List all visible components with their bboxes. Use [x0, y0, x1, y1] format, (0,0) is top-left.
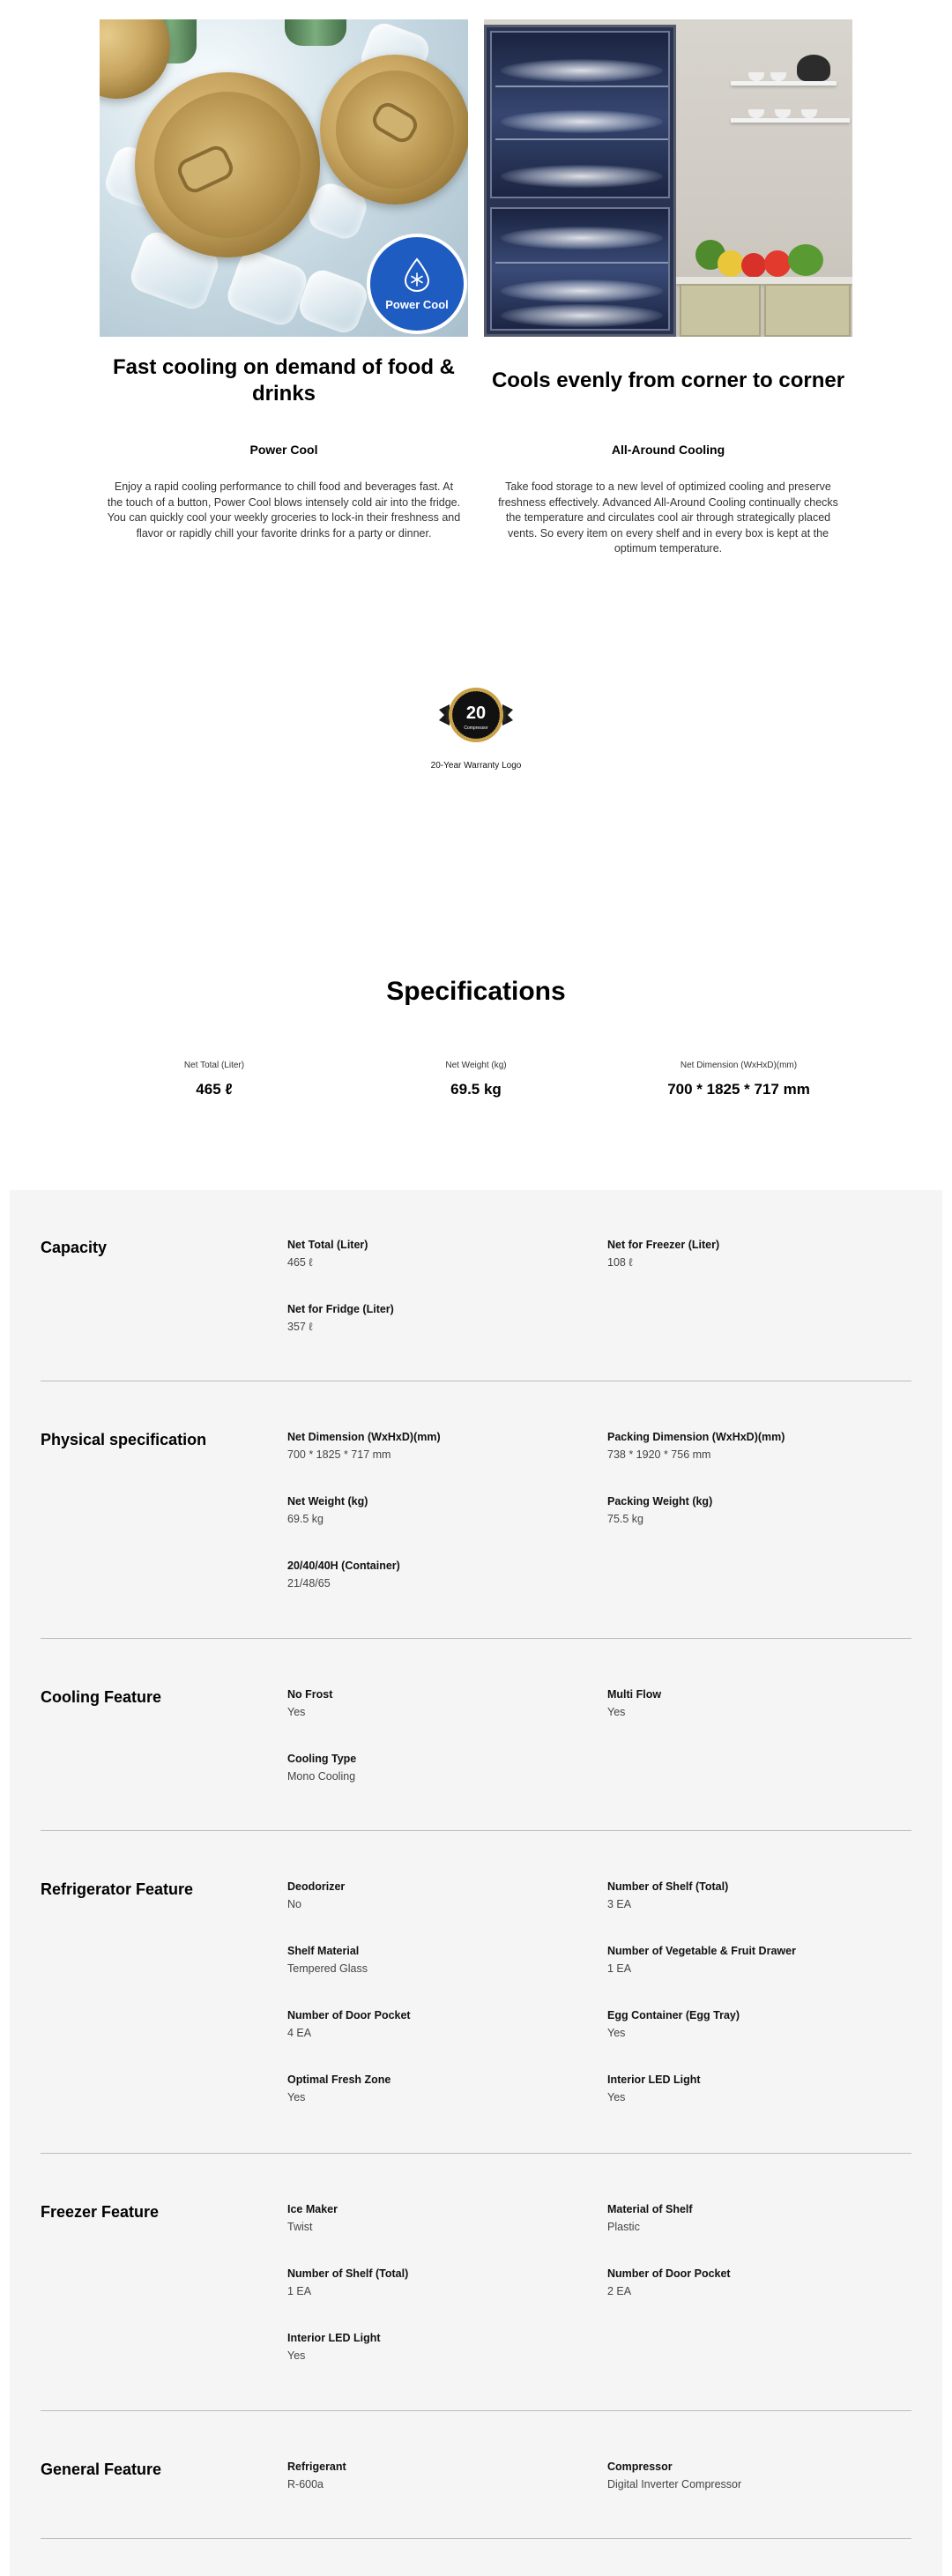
spec-label: Number of Vegetable & Fruit Drawer	[607, 1945, 796, 1957]
spec-label: Deodorizer	[287, 1880, 346, 1893]
spec-item	[607, 1945, 872, 1975]
warranty-caption: 20-Year Warranty Logo	[430, 761, 522, 771]
spec-section-heading: General Feature	[41, 2461, 162, 2478]
spec-label: Cooling Type	[287, 1753, 357, 1765]
warranty-block	[388, 683, 564, 771]
warranty-logo	[434, 683, 518, 747]
spec-item	[287, 1239, 552, 1269]
spec-item	[287, 2267, 552, 2297]
spec-item	[287, 2461, 552, 2490]
spec-item	[287, 2203, 552, 2233]
spec-label: Optimal Fresh Zone	[287, 2073, 391, 2086]
spec-item	[287, 1880, 552, 1910]
spec-label: Net Weight (kg)	[287, 1495, 368, 1508]
specifications-title: Specifications	[386, 977, 566, 1006]
all-around-cooling-image	[484, 19, 852, 337]
spec-label: No Frost	[287, 1688, 333, 1701]
fridge-illustration	[484, 25, 676, 337]
feature-subtitle: All-Around Cooling	[611, 443, 725, 457]
spec-value: Yes	[287, 1706, 306, 1718]
key-spec-label: Net Weight (kg)	[445, 1061, 507, 1070]
spec-item	[287, 1495, 552, 1525]
power-cool-image	[100, 19, 468, 337]
spec-value: 108 ℓ	[607, 1256, 633, 1269]
spec-item	[607, 2009, 872, 2039]
spec-item	[287, 2009, 552, 2039]
spec-value: 738 * 1920 * 756 mm	[607, 1448, 711, 1461]
spec-value: 357 ℓ	[287, 1321, 313, 1333]
spec-item	[287, 1303, 552, 1333]
spec-label: Net for Fridge (Liter)	[287, 1303, 394, 1315]
spec-item	[287, 1753, 552, 1783]
spec-value: 69.5 kg	[287, 1513, 324, 1525]
spec-section-refrigerator	[41, 1832, 911, 2154]
spec-value: 21/48/65	[287, 1577, 331, 1590]
feature-title: Cools evenly from corner to corner	[491, 369, 845, 392]
feature-card-all-around-cooling	[484, 19, 852, 557]
key-spec-label: Net Dimension (WxHxD)(mm)	[680, 1061, 798, 1070]
key-spec-net-total	[82, 1061, 346, 1098]
spec-value: 1 EA	[607, 1962, 632, 1975]
spec-value: 2 EA	[607, 2285, 632, 2297]
spec-item	[287, 1431, 552, 1461]
spec-label: Ice Maker	[287, 2203, 338, 2215]
feature-title: Fast cooling on demand of food & drinks	[113, 355, 455, 406]
spec-label: Net for Freezer (Liter)	[607, 1239, 720, 1251]
spec-value: 1 EA	[287, 2285, 312, 2297]
feature-subtitle: Power Cool	[249, 443, 318, 457]
spec-value: 4 EA	[287, 2027, 312, 2039]
spec-value: 75.5 kg	[607, 1513, 644, 1525]
spec-value: Mono Cooling	[287, 1770, 356, 1783]
spec-value: 3 EA	[607, 1898, 632, 1910]
spec-label: Material of Shelf	[607, 2203, 693, 2215]
key-spec-label: Net Total (Liter)	[183, 1061, 245, 1070]
spec-table	[10, 1190, 942, 2576]
spec-value: Yes	[607, 1706, 626, 1718]
spec-value: Plastic	[607, 2221, 640, 2233]
spec-section-heading: Capacity	[41, 1239, 108, 1256]
spec-value: Twist	[287, 2221, 313, 2233]
key-spec-net-weight	[344, 1061, 608, 1098]
spec-item	[607, 1239, 872, 1269]
spec-item	[607, 1688, 872, 1718]
spec-section-heading: Physical specification	[41, 1431, 207, 1448]
spec-item	[607, 1495, 872, 1525]
spec-section-heading: Refrigerator Feature	[41, 1880, 194, 1898]
key-spec-net-dimension	[606, 1061, 871, 1098]
key-spec-value: 700 * 1825 * 717 mm	[667, 1081, 810, 1098]
spec-section-general	[41, 2412, 911, 2539]
feature-section	[100, 19, 852, 566]
spec-label: Number of Door Pocket	[607, 2267, 731, 2280]
spec-item	[287, 1945, 552, 1975]
spec-value: R-600a	[287, 2478, 324, 2490]
spec-value: 465 ℓ	[287, 1256, 313, 1269]
feature-description: Take food storage to a new level of optimized cooling and preserve freshness effectively. Advanced All-Around Cooling continually checks the temperature and circulates cool air through strategically placed vents. So every item on every shelf and in every box is kept at the optimum temperature.	[498, 480, 838, 555]
spec-section-freezer	[41, 2155, 911, 2411]
spec-item	[607, 1880, 872, 1910]
warranty-logo-text: Compressor	[464, 726, 488, 731]
feature-description: Enjoy a rapid cooling performance to chill food and beverages fast. At the touch of a button, Power Cool blows intensely cold air into the fridge. You can quickly cool your weekly groceries to lock-in their freshness and flavor or rapidly chill your favorite drinks for a party or dinner.	[107, 480, 461, 540]
spec-label: Packing Weight (kg)	[607, 1495, 713, 1508]
spec-item	[607, 2461, 872, 2490]
spec-value: Yes	[287, 2091, 306, 2103]
spec-value: Digital Inverter Compressor	[607, 2478, 742, 2490]
spec-label: Net Total (Liter)	[287, 1239, 368, 1251]
spec-item	[607, 2073, 872, 2103]
spec-label: Interior LED Light	[607, 2073, 701, 2086]
power-cool-icon	[402, 257, 432, 293]
spec-item	[287, 2073, 552, 2103]
spec-value: 700 * 1825 * 717 mm	[287, 1448, 391, 1461]
spec-label: Number of Shelf (Total)	[607, 1880, 729, 1893]
power-cool-badge	[367, 234, 467, 334]
spec-label: Refrigerant	[287, 2461, 346, 2473]
spec-item	[287, 2332, 552, 2362]
spec-value: Yes	[607, 2091, 626, 2103]
spec-label: Net Dimension (WxHxD)(mm)	[287, 1431, 441, 1443]
spec-label: Interior LED Light	[287, 2332, 381, 2344]
spec-section-cooling	[41, 1640, 911, 1831]
spec-label: Packing Dimension (WxHxD)(mm)	[607, 1431, 785, 1443]
spec-label: Number of Shelf (Total)	[287, 2267, 409, 2280]
spec-section-capacity	[41, 1190, 911, 1381]
spec-value: Yes	[607, 2027, 626, 2039]
power-cool-badge-label: Power Cool	[385, 297, 449, 311]
spec-section-heading: Cooling Feature	[41, 1688, 162, 1706]
spec-item	[287, 1560, 552, 1590]
warranty-logo-number: 20	[465, 704, 487, 723]
spec-label: Multi Flow	[607, 1688, 662, 1701]
key-spec-value: 465 ℓ	[196, 1081, 233, 1098]
key-spec-value: 69.5 kg	[450, 1081, 502, 1098]
spec-value: Tempered Glass	[287, 1962, 368, 1975]
spec-item	[287, 1688, 552, 1718]
spec-item	[607, 2267, 872, 2297]
feature-card-power-cool	[100, 19, 468, 541]
spec-item	[607, 2203, 872, 2233]
spec-section-physical	[41, 1382, 911, 1639]
spec-label: Number of Door Pocket	[287, 2009, 411, 2021]
spec-item	[607, 1431, 872, 1461]
spec-value: Yes	[287, 2349, 306, 2362]
spec-label: Egg Container (Egg Tray)	[607, 2009, 740, 2021]
spec-label: Compressor	[607, 2461, 673, 2473]
spec-section-heading: Freezer Feature	[41, 2203, 160, 2221]
spec-value: No	[287, 1898, 301, 1910]
spec-label: Shelf Material	[287, 1945, 360, 1957]
spec-label: 20/40/40H (Container)	[287, 1560, 400, 1572]
